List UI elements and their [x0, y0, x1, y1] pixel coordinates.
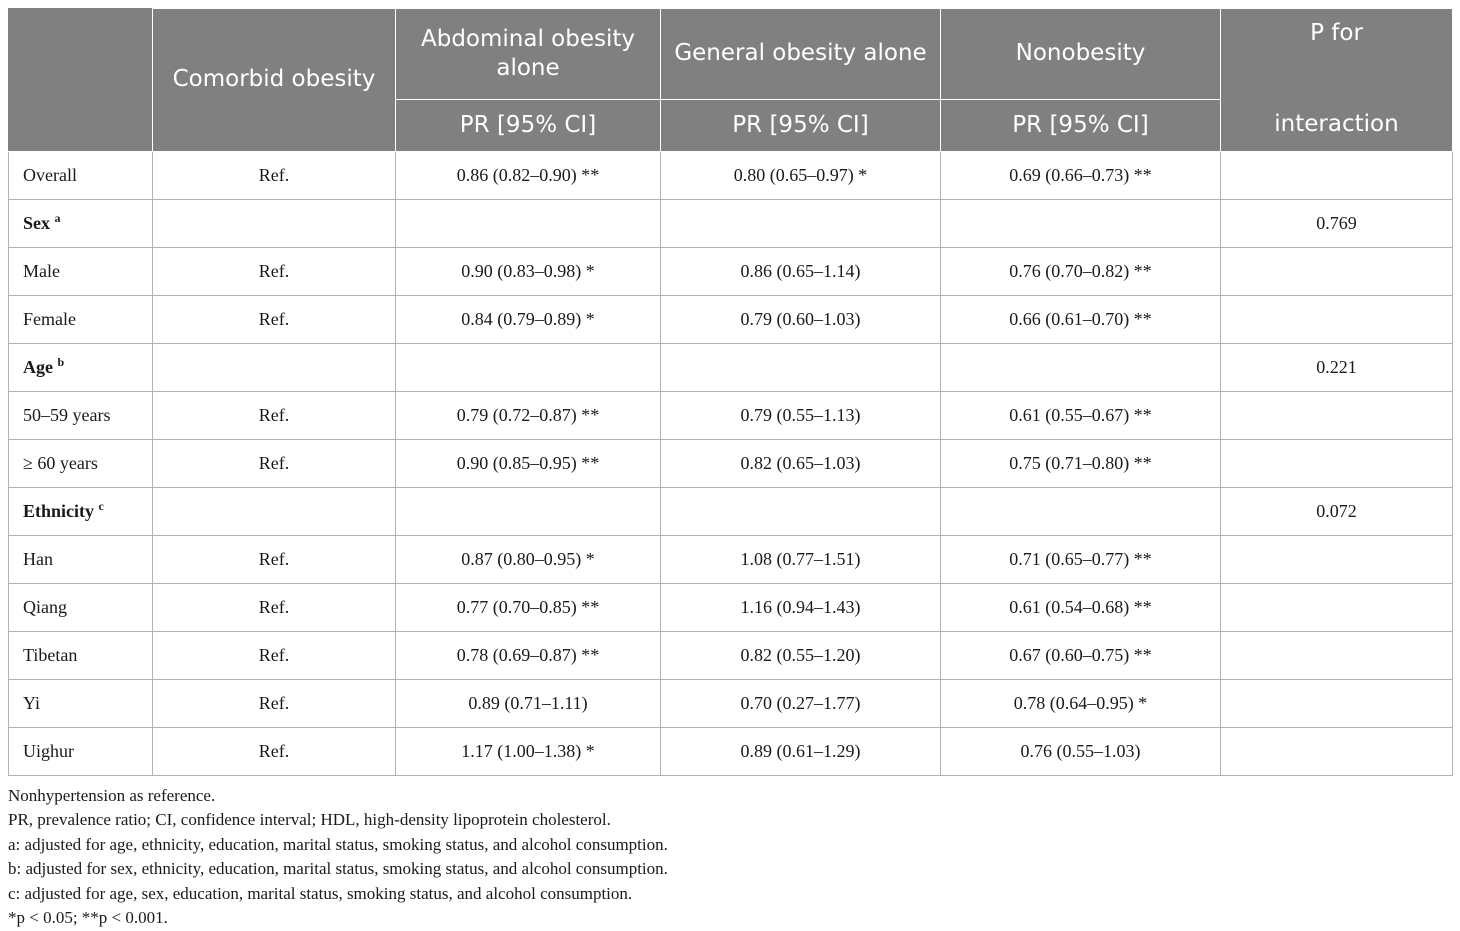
empty-cell	[661, 343, 941, 391]
table-row	[9, 247, 1453, 295]
abdominal-cell	[396, 583, 661, 631]
general-cell-text: 0.79 (0.55–1.13)	[741, 405, 861, 425]
footnote-line: c: adjusted for age, sex, education, marital status, smoking status, and alcohol consumption.	[8, 882, 1452, 907]
table-row	[9, 727, 1453, 775]
row-label-cell	[9, 151, 153, 199]
abdominal-cell-text: 0.89 (0.71–1.11)	[468, 693, 587, 713]
row-label-cell-text: Tibetan	[23, 645, 77, 665]
abdominal-cell	[396, 679, 661, 727]
nonobesity-cell	[941, 583, 1221, 631]
comorbid-cell-text: Ref.	[259, 549, 290, 569]
comorbid-cell-text: Ref.	[259, 693, 290, 713]
nonobesity-cell	[941, 295, 1221, 343]
abdominal-cell-text: 0.90 (0.83–0.98) *	[461, 261, 595, 281]
comorbid-cell	[153, 247, 396, 295]
nonobesity-cell	[941, 727, 1221, 775]
comorbid-cell-text: Ref.	[259, 165, 290, 185]
table-footnotes	[8, 784, 1452, 931]
row-label-cell	[9, 535, 153, 583]
abdominal-cell	[396, 439, 661, 487]
nonobesity-cell-text: 0.61 (0.55–0.67) **	[1009, 405, 1152, 425]
row-label-cell-text: Overall	[23, 165, 77, 185]
general-cell-text: 1.16 (0.94–1.43)	[741, 597, 861, 617]
comorbid-cell-text: Ref.	[259, 453, 290, 473]
row-label-cell	[9, 391, 153, 439]
footnote-marker: a	[55, 211, 61, 225]
row-label-cell	[9, 727, 153, 775]
nonobesity-cell	[941, 391, 1221, 439]
comorbid-cell-text: Ref.	[259, 405, 290, 425]
table-row	[9, 391, 1453, 439]
abdominal-cell	[396, 391, 661, 439]
footnote-marker: c	[99, 499, 104, 513]
nonobesity-cell	[941, 151, 1221, 199]
table-row	[9, 295, 1453, 343]
abdominal-cell-text: 1.17 (1.00–1.38) *	[461, 741, 595, 761]
general-cell-text: 0.79 (0.60–1.03)	[741, 309, 861, 329]
comorbid-cell	[153, 679, 396, 727]
header-abdominal-obesity: Abdominal obesity alone	[396, 9, 661, 100]
general-cell-text: 0.89 (0.61–1.29)	[741, 741, 861, 761]
general-cell	[661, 151, 941, 199]
empty-cell	[941, 343, 1221, 391]
header-p-for: P for	[1221, 9, 1453, 100]
nonobesity-cell-text: 0.75 (0.71–0.80) **	[1009, 453, 1152, 473]
general-cell-text: 0.82 (0.65–1.03)	[741, 453, 861, 473]
general-cell-text: 0.86 (0.65–1.14)	[741, 261, 861, 281]
comorbid-cell	[153, 295, 396, 343]
comorbid-cell	[153, 727, 396, 775]
group-label-cell	[9, 343, 153, 391]
abdominal-cell	[396, 295, 661, 343]
p-interaction-cell	[1221, 199, 1453, 247]
general-cell	[661, 727, 941, 775]
comorbid-cell-text: Ref.	[259, 741, 290, 761]
nonobesity-cell-text: 0.76 (0.70–0.82) **	[1009, 261, 1152, 281]
abdominal-cell	[396, 151, 661, 199]
empty-cell	[1221, 535, 1453, 583]
general-cell	[661, 295, 941, 343]
table-group-row	[9, 199, 1453, 247]
abdominal-cell-text: 0.79 (0.72–0.87) **	[457, 405, 600, 425]
table-body	[9, 151, 1453, 775]
footnote-marker: b	[58, 355, 65, 369]
footnote-line: Nonhypertension as reference.	[8, 784, 1452, 809]
general-cell	[661, 679, 941, 727]
abdominal-cell-text: 0.86 (0.82–0.90) **	[457, 165, 600, 185]
row-label-cell	[9, 631, 153, 679]
footnote-line: a: adjusted for age, ethnicity, education, marital status, smoking status, and alcohol consumption.	[8, 833, 1452, 858]
comorbid-cell-text: Ref.	[259, 597, 290, 617]
row-label-cell-text: 50–59 years	[23, 405, 110, 425]
comorbid-cell	[153, 583, 396, 631]
nonobesity-cell-text: 0.78 (0.64–0.95) *	[1014, 693, 1148, 713]
abdominal-cell	[396, 535, 661, 583]
general-cell	[661, 439, 941, 487]
footnote-line: b: adjusted for sex, ethnicity, education, marital status, smoking status, and alcohol consumption.	[8, 857, 1452, 882]
empty-cell	[1221, 439, 1453, 487]
nonobesity-cell	[941, 679, 1221, 727]
empty-cell	[396, 343, 661, 391]
row-label-cell-text: Yi	[23, 693, 40, 713]
table-header	[9, 9, 1453, 152]
general-cell	[661, 247, 941, 295]
row-label-cell-text: Male	[23, 261, 60, 281]
empty-cell	[153, 487, 396, 535]
comorbid-cell	[153, 151, 396, 199]
table-row	[9, 151, 1453, 199]
table-group-row	[9, 343, 1453, 391]
empty-cell	[941, 199, 1221, 247]
empty-cell	[1221, 679, 1453, 727]
abdominal-cell-text: 0.87 (0.80–0.95) *	[461, 549, 595, 569]
table-group-row	[9, 487, 1453, 535]
group-label-cell	[9, 487, 153, 535]
header-pr-general: PR [95% CI]	[661, 99, 941, 151]
group-label-cell-text: Sex	[23, 213, 50, 233]
table-row	[9, 679, 1453, 727]
nonobesity-cell-text: 0.66 (0.61–0.70) **	[1009, 309, 1152, 329]
general-cell-text: 1.08 (0.77–1.51)	[741, 549, 861, 569]
empty-cell	[396, 199, 661, 247]
empty-cell	[1221, 151, 1453, 199]
abdominal-cell-text: 0.84 (0.79–0.89) *	[461, 309, 595, 329]
group-label-cell-text: Age	[23, 357, 53, 377]
p-interaction-cell	[1221, 343, 1453, 391]
comorbid-cell	[153, 439, 396, 487]
header-nonobesity: Nonobesity	[941, 9, 1221, 100]
nonobesity-cell	[941, 631, 1221, 679]
prevalence-ratio-table	[8, 8, 1453, 776]
group-label-cell-text: Ethnicity	[23, 501, 94, 521]
abdominal-cell	[396, 631, 661, 679]
p-interaction-cell-text: 0.769	[1316, 213, 1357, 233]
nonobesity-cell-text: 0.71 (0.65–0.77) **	[1009, 549, 1152, 569]
empty-cell	[1221, 583, 1453, 631]
header-pr-abdominal: PR [95% CI]	[396, 99, 661, 151]
row-label-cell	[9, 295, 153, 343]
comorbid-cell-text: Ref.	[259, 645, 290, 665]
row-label-cell	[9, 247, 153, 295]
general-cell	[661, 391, 941, 439]
abdominal-cell	[396, 727, 661, 775]
empty-cell	[1221, 727, 1453, 775]
header-interaction: interaction	[1221, 99, 1453, 151]
empty-cell	[1221, 631, 1453, 679]
table-row	[9, 583, 1453, 631]
table-row	[9, 439, 1453, 487]
general-cell	[661, 535, 941, 583]
row-label-cell-text: Qiang	[23, 597, 67, 617]
row-label-cell	[9, 439, 153, 487]
general-cell-text: 0.82 (0.55–1.20)	[741, 645, 861, 665]
general-cell-text: 0.70 (0.27–1.77)	[741, 693, 861, 713]
general-cell	[661, 583, 941, 631]
empty-cell	[661, 487, 941, 535]
p-interaction-cell	[1221, 487, 1453, 535]
nonobesity-cell	[941, 535, 1221, 583]
row-label-cell-text: Female	[23, 309, 76, 329]
empty-cell	[941, 487, 1221, 535]
header-pr-nonobesity: PR [95% CI]	[941, 99, 1221, 151]
nonobesity-cell-text: 0.61 (0.54–0.68) **	[1009, 597, 1152, 617]
nonobesity-cell-text: 0.76 (0.55–1.03)	[1021, 741, 1141, 761]
abdominal-cell-text: 0.77 (0.70–0.85) **	[457, 597, 600, 617]
comorbid-cell	[153, 631, 396, 679]
table-row	[9, 631, 1453, 679]
group-label-cell	[9, 199, 153, 247]
comorbid-cell-text: Ref.	[259, 309, 290, 329]
footnote-line: *p < 0.05; **p < 0.001.	[8, 906, 1452, 931]
header-comorbid-obesity: Comorbid obesity	[153, 9, 396, 152]
comorbid-cell	[153, 391, 396, 439]
nonobesity-cell	[941, 439, 1221, 487]
empty-cell	[153, 343, 396, 391]
header-general-obesity: General obesity alone	[661, 9, 941, 100]
comorbid-cell	[153, 535, 396, 583]
abdominal-cell-text: 0.78 (0.69–0.87) **	[457, 645, 600, 665]
header-corner	[9, 9, 153, 152]
empty-cell	[661, 199, 941, 247]
nonobesity-cell-text: 0.69 (0.66–0.73) **	[1009, 165, 1152, 185]
empty-cell	[396, 487, 661, 535]
row-label-cell-text: Han	[23, 549, 53, 569]
empty-cell	[1221, 391, 1453, 439]
p-interaction-cell-text: 0.072	[1316, 501, 1357, 521]
empty-cell	[153, 199, 396, 247]
empty-cell	[1221, 295, 1453, 343]
abdominal-cell-text: 0.90 (0.85–0.95) **	[457, 453, 600, 473]
p-interaction-cell-text: 0.221	[1316, 357, 1357, 377]
row-label-cell-text: ≥ 60 years	[23, 453, 98, 473]
nonobesity-cell	[941, 247, 1221, 295]
abdominal-cell	[396, 247, 661, 295]
row-label-cell	[9, 583, 153, 631]
footnote-line: PR, prevalence ratio; CI, confidence interval; HDL, high-density lipoprotein cholesterol.	[8, 808, 1452, 833]
table-row	[9, 535, 1453, 583]
general-cell	[661, 631, 941, 679]
nonobesity-cell-text: 0.67 (0.60–0.75) **	[1009, 645, 1152, 665]
results-table-container	[8, 8, 1452, 931]
row-label-cell	[9, 679, 153, 727]
row-label-cell-text: Uighur	[23, 741, 74, 761]
empty-cell	[1221, 247, 1453, 295]
general-cell-text: 0.80 (0.65–0.97) *	[734, 165, 868, 185]
comorbid-cell-text: Ref.	[259, 261, 290, 281]
